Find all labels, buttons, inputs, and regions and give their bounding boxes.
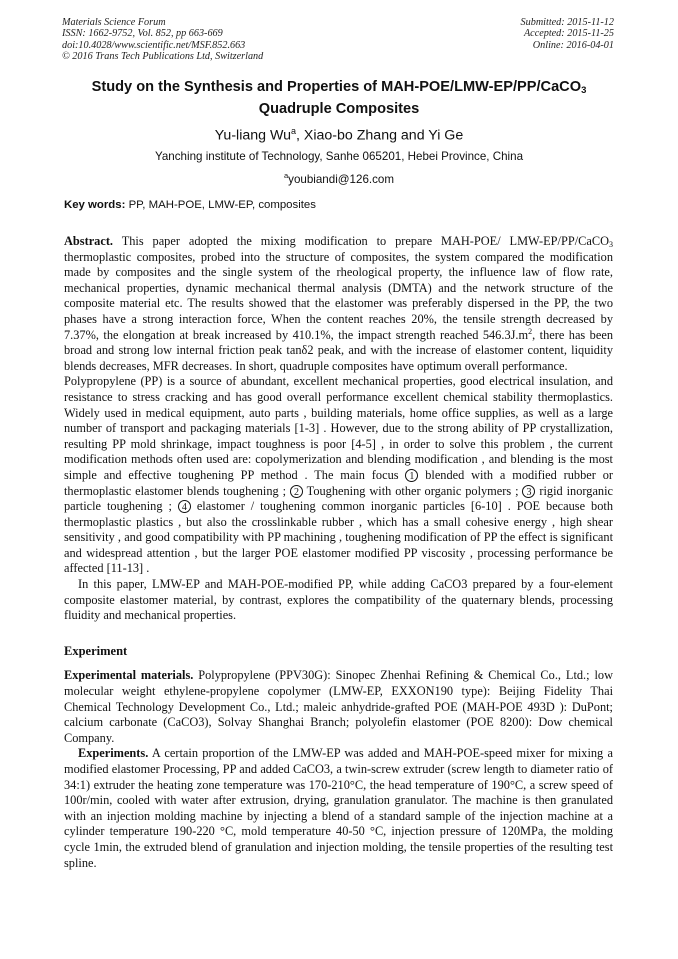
- intro-paragraph-2: In this paper, LMW-EP and MAH-POE-modified PP, while adding CaCO3 prepared by a four-element composite elastomer material, by contrast, explores the compatibility of the quaternary blends, processing fluidity and mechanical properties.: [64, 577, 613, 623]
- submission-dates: [521, 17, 614, 51]
- author-email: $^a$youbiandi@126.com: [283, 171, 395, 186]
- keywords: Key words: PP, MAH-POE, LMW-EP, composites: [64, 199, 316, 211]
- paper-title: Study on the Synthesis and Properties of MAH-POE/LMW-EP/PP/CaCO$_3$ Quadruple Composites: [91, 79, 587, 117]
- copyright-line: © 2016 Trans Tech Publications Ltd, Switzerland: [62, 51, 264, 63]
- online-date: Online: 2016-04-01: [532, 39, 614, 51]
- circled-number: 4: [178, 500, 191, 513]
- circled-number: 2: [290, 485, 303, 498]
- accepted-date: Accepted: 2015-11-25: [523, 28, 614, 40]
- journal-name: Materials Science Forum: [62, 17, 166, 28]
- journal-info: [62, 17, 263, 63]
- section-heading-experiment: Experiment: [64, 643, 128, 658]
- doi-line: doi:10.4028/www.scientific.net/MSF.852.663: [62, 39, 246, 51]
- author-list: Yu-liang Wu$^a$, Xiao-bo Zhang and Yi Ge: [214, 126, 464, 144]
- intro-paragraph: Polypropylene (PP) is a source of abundant, excellent mechanical properties, good electrical insulation, and resistance to stress cracking and has good overall performance excellent chemical stability thermoplastics. Widely used in medical equipment, auto parts , building materials, home office supplies, as well as a large number of transport and packaging materials [1-3] . However, due to the strong ability of PP crystallization, resulting PP mold shrinkage, impact toughness is poor [4-5] , in order to solve this problem , the current modification methods often used are: copolymerization and blending modification , and blending is the most simple and effective toughening PP method . The main focus 1 blended with a modified rubber or thermoplastic elastomer blends toughening ; 2 Toughening with other organic polymers ; 3 rigid inorganic particle toughening ; 4 elastomer / toughening common inorganic particles [6-10] . POE because both thermoplastic plastics , but also the crosslinkable rubber , which has a small cohesive energy , high shear sensitivity , and good compatibility with PP machining , toughening modification of PP the effect is significant and widespread attention , but the larger POE elastomer modified PP viscosity , processing performance be affected [11-13] .: [64, 374, 613, 576]
- abstract-paragraph: Abstract. This paper adopted the mixing modification to prepare MAH-POE/ LMW-EP/PP/CaCO$_3$ thermoplastic composites, probed into the structure of composites, the system compared the modification made by composites and the single system of the rheological property, the influence law of flow rate, mechanical properties, dynamic mechanical thermal analysis (DMTA) and the network structure of the composite material etc. The results showed that the elastomer was preferably dispersed in the PP, the two phases have a strong interaction force, When the content reaches 20%, the tensile strength decreased by 7.37%, the elongation at break increased by 410.1%, the impact strength reached $546.3J.m^2$, there has been broad and strong low internal friction peak tanδ2 peak, and with the increase of elastomer content, liquidity blends decreases, MFR decreases. In short, quadruple composites have optimum overall performance.: [64, 234, 613, 373]
- experiments-paragraph: Experiments. A certain proportion of the LMW-EP was added and MAH-POE-speed mixer for mixing a modified elastomer Processing, PP and added CaCO3, a twin-screw extruder (screw length to diameter ratio of 34:1) extruder the heating zone temperature was 170-210°C, the head temperature of 190°C, a screw speed of 100r/min, cooled with water after extrusion, drying, granulation granulator. The machine is then granulated with an injection molding machine by injecting a blend of a standard sample of the injection machine at a cylinder temperature 190-220 °C, mold temperature 40-50 °C, injection pressure of 120MPa, the molding cycle 1min, the extruded blend of granulation and injection molding, the tensile properties of the resulting test spline.: [64, 746, 613, 870]
- paper-body: [64, 234, 613, 871]
- issn-line: ISSN: 1662-9752, Vol. 852, pp 663-669: [62, 28, 223, 40]
- circled-number: 3: [522, 485, 535, 498]
- affiliation: Yanching institute of Technology, Sanhe 065201, Hebei Province, China: [154, 150, 524, 163]
- circled-number: 1: [405, 469, 418, 482]
- materials-paragraph: Experimental materials. Polypropylene (PPV30G): Sinopec Zhenhai Refining & Chemical Co., Ltd.; low molecular weight ethylene-propylene copolymer (LMW-EP, EXXON190 type): Beijing Fidelity Thai Chemical Technology Development Co., Ltd.; maleic anhydride-grafted POE (MAH-POE 493D ): DuPont; calcium carbonate (CaCO3), Solvay Shanghai Branch; polyolefin elastomer (POE 8200): Dow chemical Company.: [64, 668, 613, 745]
- submitted-date: Submitted: 2015-11-12: [520, 17, 614, 28]
